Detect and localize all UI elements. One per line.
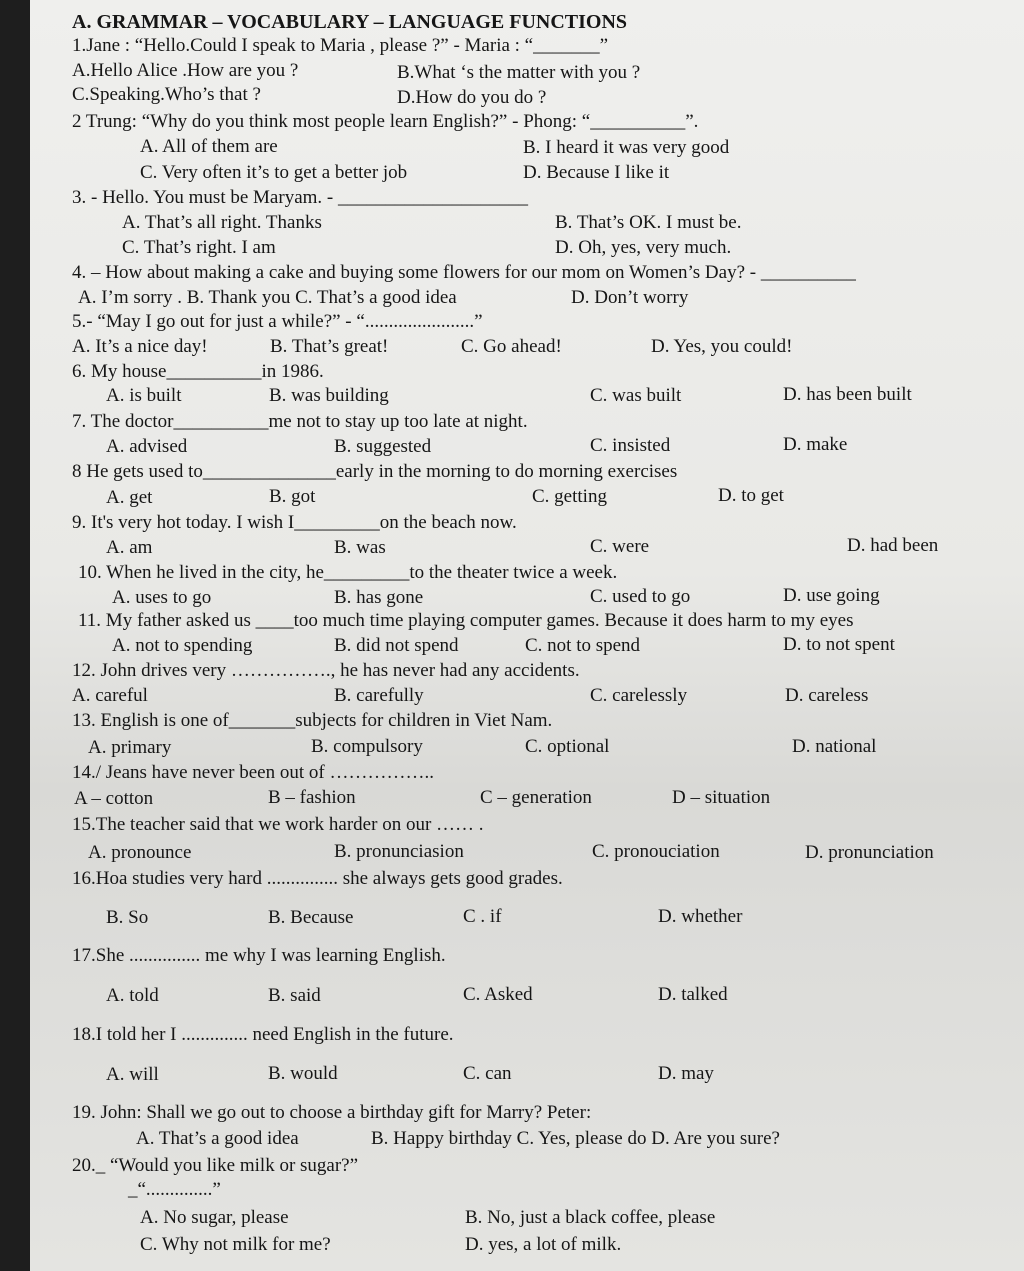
q11-option-a: A. not to spending [112,635,253,656]
q11-option-c: C. not to spend [525,635,641,656]
q10-option-c: C. used to go [590,586,691,607]
question-11-stem: 11. My father asked us ____too much time playing computer games. Because it does harm to my eyes [78,610,854,631]
q17-option-b: B. said [268,985,321,1006]
q18-option-a: A. will [106,1064,159,1085]
question-9-stem: 9. It's very hot today. I wish I_________on the beach now. [72,512,517,533]
q18-option-b: B. would [268,1063,338,1084]
q3-option-d: D. Oh, yes, very much. [555,237,732,258]
q7-option-d: D. make [783,434,848,455]
q4-option-d: D. Don’t worry [571,287,689,308]
question-1-stem: 1.Jane : “Hello.Could I speak to Maria , please ?” - Maria : “_______” [72,35,609,56]
q12-option-b: B. carefully [334,685,424,706]
q17-option-d: D. talked [658,984,728,1005]
question-13-stem: 13. English is one of_______subjects for children in Viet Nam. [72,710,553,731]
q15-option-c: C. pronouciation [592,841,720,862]
q7-option-b: B. suggested [334,436,432,457]
q1-option-a: A.Hello Alice .How are you ? [72,60,299,81]
q7-option-c: C. insisted [590,435,671,456]
q20-answer-line: _“..............” [128,1179,221,1200]
q15-option-a: A. pronounce [88,842,192,863]
q16-option-d: D. whether [658,906,743,927]
question-19-stem: 19. John: Shall we go out to choose a birthday gift for Marry? Peter: [72,1102,592,1123]
q2-option-b: B. I heard it was very good [523,137,730,158]
q8-option-c: C. getting [532,486,607,507]
q3-option-b: B. That’s OK. I must be. [555,212,742,233]
q14-option-c: C – generation [480,787,592,808]
q2-option-d: D. Because I like it [523,162,670,183]
q16-option-b: B. Because [268,907,354,928]
q6-option-b: B. was building [269,385,389,406]
q18-option-c: C. can [463,1063,512,1084]
q14-option-b: B – fashion [268,787,356,808]
q1-option-b: B.What ‘s the matter with you ? [397,62,641,83]
q4-options-abc: A. I’m sorry . B. Thank you C. That’s a good idea [78,287,457,308]
question-20-stem: 20._ “Would you like milk or sugar?” [72,1155,359,1176]
q3-option-c: C. That’s right. I am [122,237,276,258]
question-18-stem: 18.I told her I .............. need English in the future. [72,1024,454,1045]
q11-option-b: B. did not spend [334,635,459,656]
q1-option-c: C.Speaking.Who’s that ? [72,84,261,105]
q12-option-c: C. carelessly [590,685,688,706]
question-6-stem: 6. My house__________in 1986. [72,361,324,382]
q15-option-b: B. pronunciasion [334,841,464,862]
q17-option-c: C. Asked [463,984,533,1005]
q14-option-d: D – situation [672,787,771,808]
q5-option-a: A. It’s a nice day! [72,336,208,357]
question-3-stem: 3. - Hello. You must be Maryam. - ____________________ [72,187,528,208]
q10-option-d: D. use going [783,585,880,606]
q6-option-c: C. was built [590,385,682,406]
q9-option-d: D. had been [847,535,939,556]
q2-option-a: A. All of them are [140,136,278,157]
q13-option-c: C. optional [525,736,610,757]
q12-option-a: A. careful [72,685,148,706]
q6-option-d: D. has been built [783,384,912,405]
q16-option-a: B. So [106,907,149,928]
q8-option-b: B. got [269,486,316,507]
q19-option-a: A. That’s a good idea [136,1128,299,1149]
question-12-stem: 12. John drives very ……………., he has never had any accidents. [72,660,580,681]
q14-option-a: A – cotton [74,788,154,809]
q3-option-a: A. That’s all right. Thanks [122,212,322,233]
question-4-stem: 4. – How about making a cake and buying some flowers for our mom on Women’s Day? - __________ [72,262,856,283]
exam-page [30,0,1024,1271]
question-5-stem: 5.- “May I go out for just a while?” - “.......................” [72,311,483,332]
question-15-stem: 15.The teacher said that we work harder on our …… . [72,814,484,835]
q7-option-a: A. advised [106,436,188,457]
q8-option-a: A. get [106,487,153,508]
q11-option-d: D. to not spent [783,634,895,655]
q13-option-b: B. compulsory [311,736,423,757]
q1-option-d: D.How do you do ? [397,87,547,108]
q17-option-a: A. told [106,985,159,1006]
q5-option-d: D. Yes, you could! [651,336,793,357]
q10-option-b: B. has gone [334,587,424,608]
q18-option-d: D. may [658,1063,714,1084]
q12-option-d: D. careless [785,685,869,706]
question-17-stem: 17.She ............... me why I was learning English. [72,945,446,966]
q19-options-bcd: B. Happy birthday C. Yes, please do D. Are you sure? [371,1128,780,1149]
q20-option-d: D. yes, a lot of milk. [465,1234,622,1255]
q9-option-a: A. am [106,537,153,558]
question-2-stem: 2 Trung: “Why do you think most people learn English?” - Phong: “__________”. [72,111,699,132]
q20-option-a: A. No sugar, please [140,1207,289,1228]
section-title: A. GRAMMAR – VOCABULARY – LANGUAGE FUNCTIONS [72,11,628,33]
question-8-stem: 8 He gets used to______________early in the morning to do morning exercises [72,461,678,482]
q8-option-d: D. to get [718,485,784,506]
q13-option-a: A. primary [88,737,172,758]
q20-option-c: C. Why not milk for me? [140,1234,331,1255]
q5-option-c: C. Go ahead! [461,336,562,357]
question-14-stem: 14./ Jeans have never been out of …………….. [72,762,434,783]
q6-option-a: A. is built [106,385,182,406]
q9-option-b: B. was [334,537,386,558]
q5-option-b: B. That’s great! [270,336,389,357]
question-7-stem: 7. The doctor__________me not to stay up too late at night. [72,411,528,432]
q9-option-c: C. were [590,536,650,557]
q15-option-d: D. pronunciation [805,842,934,863]
question-16-stem: 16.Hoa studies very hard ............... she always gets good grades. [72,868,563,889]
q10-option-a: A. uses to go [112,587,212,608]
q20-option-b: B. No, just a black coffee, please [465,1207,716,1228]
q2-option-c: C. Very often it’s to get a better job [140,162,408,183]
question-10-stem: 10. When he lived in the city, he_________to the theater twice a week. [78,562,618,583]
q16-option-c: C . if [463,906,502,927]
q13-option-d: D. national [792,736,877,757]
